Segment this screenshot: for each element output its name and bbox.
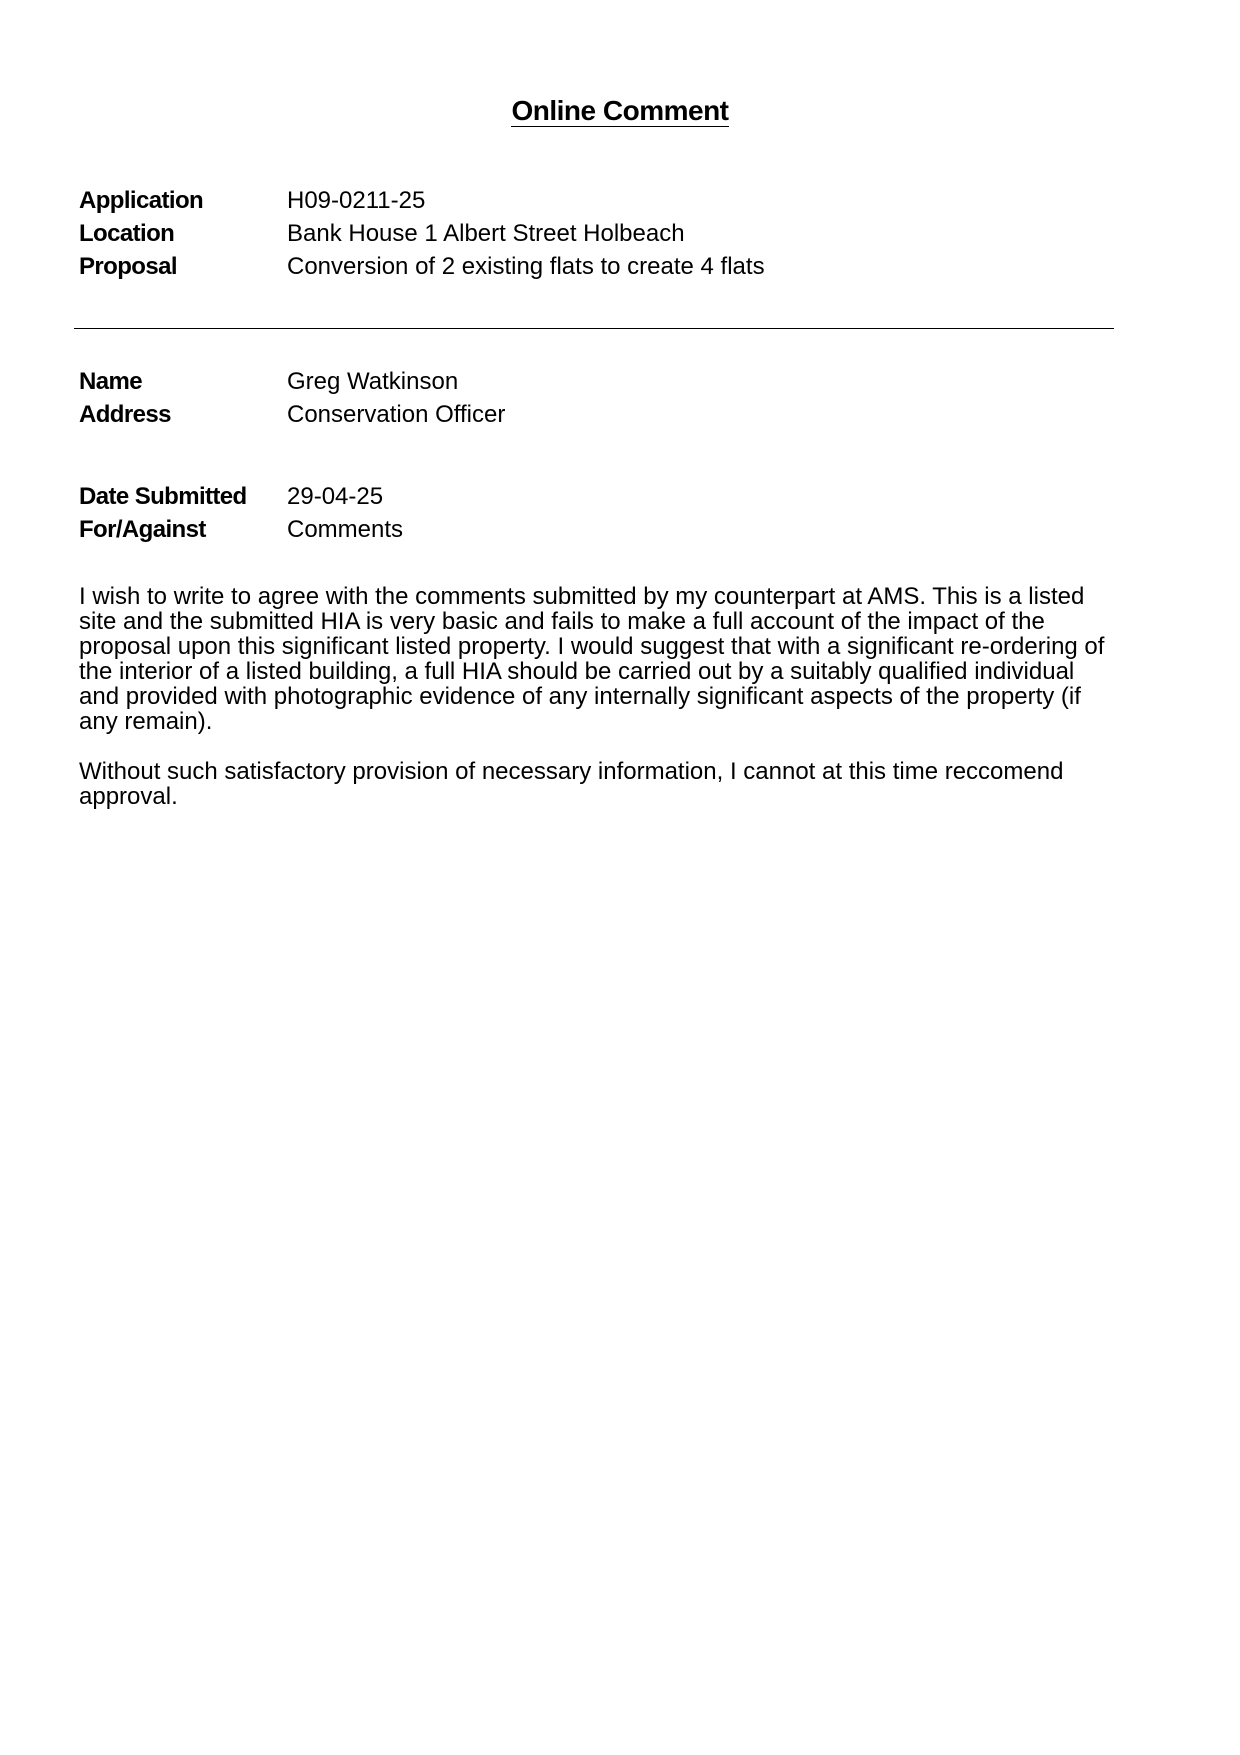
date-submitted-value: 29-04-25 (287, 483, 384, 510)
address-label: Address (79, 401, 171, 428)
date-submitted-label: Date Submitted (79, 483, 247, 510)
proposal-value: Conversion of 2 existing flats to create 4 flats (287, 253, 765, 280)
for-against-label: For/Against (79, 516, 206, 543)
location-value: Bank House 1 Albert Street Holbeach (287, 220, 685, 247)
for-against-value: Comments (287, 516, 404, 543)
section-divider (74, 328, 1114, 329)
name-label: Name (79, 368, 142, 395)
location-label: Location (79, 220, 175, 247)
name-value: Greg Watkinson (287, 368, 459, 395)
title-text: Online Comment (511, 95, 729, 126)
comment-paragraph-1: I wish to write to agree with the comments submitted by my counterpart at AMS. This is a listed site and the submitted HIA is very basic and fails to make a full account of the impact of the proposal upon this significant listed property. I would suggest that with a significant re-ordering of the interior of a listed building, a full HIA should be carried out by a suitably qualified individual and provided with photographic evidence of any internally significant aspects of the property (if any remain). (79, 583, 1105, 735)
proposal-label: Proposal (79, 253, 177, 280)
page-title (0, 93, 1240, 129)
address-value: Conservation Officer (287, 401, 506, 428)
application-label: Application (79, 187, 204, 214)
application-value: H09-0211-25 (287, 187, 426, 214)
comment-paragraph-2: Without such satisfactory provision of necessary information, I cannot at this time reccomend approval. (79, 758, 1064, 810)
